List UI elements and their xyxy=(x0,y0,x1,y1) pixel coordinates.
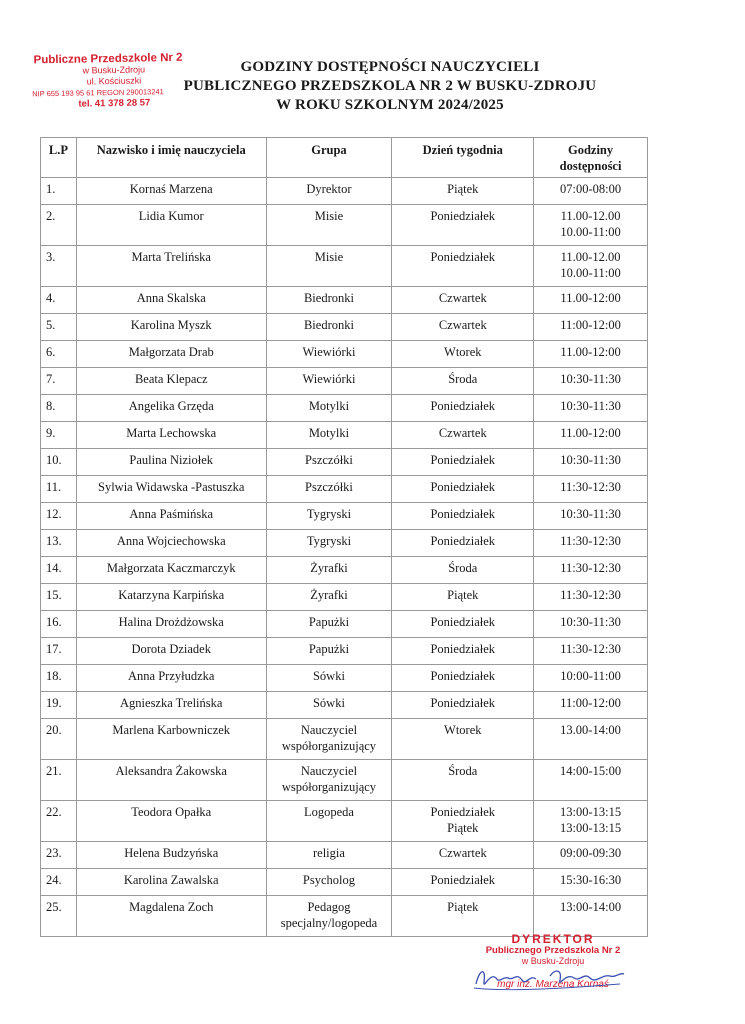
cell-group xyxy=(266,530,392,557)
cell-hours-line: 11.00-12.00 xyxy=(560,209,621,223)
cell-lp: 17. xyxy=(41,638,77,665)
stamp-line: w Busku-Zdroju xyxy=(82,64,146,76)
cell-hours xyxy=(534,178,648,205)
cell-day-line: Środa xyxy=(448,372,478,386)
cell-day-line: Środa xyxy=(448,764,478,778)
cell-name: Sylwia Widawska -Pastuszka xyxy=(76,476,266,503)
cell-day xyxy=(392,530,534,557)
cell-day-line: Czwartek xyxy=(438,846,487,860)
table-row xyxy=(41,395,648,422)
cell-lp: 19. xyxy=(41,692,77,719)
cell-day xyxy=(392,692,534,719)
table-row xyxy=(41,896,648,937)
cell-group xyxy=(266,719,392,760)
table-row xyxy=(41,178,648,205)
cell-group xyxy=(266,205,392,246)
cell-lp: 1. xyxy=(41,178,77,205)
cell-name: Teodora Opałka xyxy=(76,801,266,842)
cell-name: Beata Klepacz xyxy=(76,368,266,395)
cell-day xyxy=(392,584,534,611)
table-row xyxy=(41,869,648,896)
document-title xyxy=(130,58,650,115)
cell-group xyxy=(266,287,392,314)
cell-group-line: Papużki xyxy=(308,615,350,629)
cell-name: Anna Paśmińska xyxy=(76,503,266,530)
cell-group xyxy=(266,368,392,395)
cell-group xyxy=(266,801,392,842)
cell-lp: 4. xyxy=(41,287,77,314)
cell-group-line: Nauczyciel xyxy=(300,764,358,778)
header-hours: Godziny dostępności xyxy=(534,138,648,178)
cell-hours-line: 10:30-11:30 xyxy=(560,372,621,386)
cell-day-line: Poniedziałek xyxy=(430,534,496,548)
availability-table xyxy=(40,137,648,937)
cell-name: Paulina Niziołek xyxy=(76,449,266,476)
cell-lp: 23. xyxy=(41,842,77,869)
table-row xyxy=(41,842,648,869)
cell-day-line: Poniedziałek xyxy=(430,209,496,223)
stamp-line: Publiczne Przedszkole Nr 2 xyxy=(33,51,183,67)
cell-hours-line: 10:30-11:30 xyxy=(560,453,621,467)
cell-lp: 20. xyxy=(41,719,77,760)
cell-group-line: religia xyxy=(313,846,345,860)
cell-day-line: Poniedziałek xyxy=(430,250,496,264)
cell-group-line: Tygryski xyxy=(306,507,352,521)
cell-day-line: Czwartek xyxy=(438,291,487,305)
cell-group xyxy=(266,178,392,205)
cell-day xyxy=(392,719,534,760)
cell-lp: 9. xyxy=(41,422,77,449)
cell-hours-line: 11:30-12:30 xyxy=(560,561,621,575)
cell-day xyxy=(392,801,534,842)
cell-group xyxy=(266,246,392,287)
table-row xyxy=(41,760,648,801)
cell-day-line: Poniedziałek xyxy=(430,696,496,710)
cell-name: Magdalena Zoch xyxy=(76,896,266,937)
cell-day-line: Poniedziałek xyxy=(430,480,496,494)
cell-group xyxy=(266,449,392,476)
cell-lp: 13. xyxy=(41,530,77,557)
cell-lp: 8. xyxy=(41,395,77,422)
cell-day xyxy=(392,760,534,801)
table-row xyxy=(41,611,648,638)
cell-hours xyxy=(534,530,648,557)
cell-name: Halina Drożdżowska xyxy=(76,611,266,638)
cell-group-line: Wiewiórki xyxy=(302,345,356,359)
cell-hours xyxy=(534,449,648,476)
cell-lp: 15. xyxy=(41,584,77,611)
stamp-line: ul. Kościuszki xyxy=(86,75,142,87)
table-row xyxy=(41,692,648,719)
cell-lp: 25. xyxy=(41,896,77,937)
cell-hours xyxy=(534,801,648,842)
table-row xyxy=(41,314,648,341)
cell-lp: 10. xyxy=(41,449,77,476)
cell-group-line: Biedronki xyxy=(303,318,354,332)
cell-hours-line: 11.00-12.00 xyxy=(560,250,621,264)
cell-day xyxy=(392,449,534,476)
cell-day-line: Poniedziałek xyxy=(430,805,496,819)
stamp-line: mgr inż. Marzena Kornaś xyxy=(497,979,609,990)
cell-group xyxy=(266,760,392,801)
cell-name: Małgorzata Kaczmarczyk xyxy=(76,557,266,584)
cell-name: Marta Lechowska xyxy=(76,422,266,449)
table-row xyxy=(41,368,648,395)
cell-group xyxy=(266,842,392,869)
table-row xyxy=(41,246,648,287)
cell-hours-line: 14:00-15:00 xyxy=(560,764,622,778)
cell-group-line: współorganizujący xyxy=(281,780,377,794)
cell-hours xyxy=(534,476,648,503)
cell-group-line: specjalny/logopeda xyxy=(280,916,378,930)
cell-hours-line: 09:00-09:30 xyxy=(560,846,622,860)
cell-name: Aleksandra Żakowska xyxy=(76,760,266,801)
cell-hours-line: 10:30-11:30 xyxy=(560,507,621,521)
cell-group-line: Misie xyxy=(314,250,344,264)
cell-lp: 21. xyxy=(41,760,77,801)
cell-group-line: Pszczółki xyxy=(305,453,353,467)
cell-name: Anna Skalska xyxy=(76,287,266,314)
cell-day xyxy=(392,246,534,287)
cell-group-line: Żyrafki xyxy=(310,561,348,575)
cell-group-line: Pedagog xyxy=(307,900,351,914)
cell-day xyxy=(392,476,534,503)
cell-day-line: Wtorek xyxy=(444,345,482,359)
cell-hours-line: 11.00-12:00 xyxy=(560,291,621,305)
cell-hours-line: 10:30-11:30 xyxy=(560,615,621,629)
cell-day-line: Wtorek xyxy=(444,723,482,737)
cell-hours-line: 11:30-12:30 xyxy=(560,588,621,602)
stamp-line: w Busku-Zdroju xyxy=(521,956,585,966)
cell-group-line: Logopeda xyxy=(303,805,354,819)
cell-lp: 6. xyxy=(41,341,77,368)
cell-hours-line: 07:00-08:00 xyxy=(560,182,622,196)
cell-lp: 18. xyxy=(41,665,77,692)
cell-group-line: Nauczyciel xyxy=(300,723,358,737)
table-row xyxy=(41,476,648,503)
cell-hours-line: 10.00-11:00 xyxy=(560,225,621,239)
cell-name: Angelika Grzęda xyxy=(76,395,266,422)
cell-day xyxy=(392,178,534,205)
cell-group-line: Żyrafki xyxy=(310,588,348,602)
table-header-row xyxy=(41,138,648,178)
cell-day xyxy=(392,503,534,530)
cell-day xyxy=(392,869,534,896)
cell-hours-line: 10:00-11:00 xyxy=(560,669,621,683)
cell-day xyxy=(392,422,534,449)
stamp-line: DYREKTOR xyxy=(511,932,595,946)
cell-name: Małgorzata Drab xyxy=(76,341,266,368)
title-line: GODZINY DOSTĘPNOŚCI NAUCZYCIELI xyxy=(240,59,540,75)
cell-day xyxy=(392,896,534,937)
cell-lp: 14. xyxy=(41,557,77,584)
cell-hours-line: 11.00-12:00 xyxy=(560,426,621,440)
header-name: Nazwisko i imię nauczyciela xyxy=(76,138,266,178)
cell-lp: 22. xyxy=(41,801,77,842)
cell-hours xyxy=(534,287,648,314)
table-row xyxy=(41,530,648,557)
cell-hours xyxy=(534,638,648,665)
cell-day xyxy=(392,368,534,395)
cell-group-line: współorganizujący xyxy=(281,739,377,753)
cell-day-line: Poniedziałek xyxy=(430,615,496,629)
cell-hours xyxy=(534,205,648,246)
cell-lp: 5. xyxy=(41,314,77,341)
cell-day-line: Poniedziałek xyxy=(430,453,496,467)
cell-name: Anna Wojciechowska xyxy=(76,530,266,557)
cell-group xyxy=(266,395,392,422)
cell-name: Karolina Myszk xyxy=(76,314,266,341)
cell-name: Lidia Kumor xyxy=(76,205,266,246)
cell-day xyxy=(392,287,534,314)
cell-group xyxy=(266,692,392,719)
cell-group xyxy=(266,611,392,638)
cell-group-line: Psycholog xyxy=(302,873,356,887)
cell-day-line: Piątek xyxy=(447,900,479,914)
cell-name: Karolina Zawalska xyxy=(76,869,266,896)
cell-name: Dorota Dziadek xyxy=(76,638,266,665)
cell-day-line: Poniedziałek xyxy=(430,669,496,683)
table-row xyxy=(41,719,648,760)
table-row xyxy=(41,205,648,246)
cell-group xyxy=(266,869,392,896)
cell-group-line: Biedronki xyxy=(303,291,354,305)
cell-hours xyxy=(534,341,648,368)
stamp-line: tel. 41 378 28 57 xyxy=(78,97,151,110)
cell-day-line: Środa xyxy=(448,561,478,575)
cell-lp: 7. xyxy=(41,368,77,395)
cell-group xyxy=(266,584,392,611)
cell-hours-line: 11.00-12:00 xyxy=(560,345,621,359)
cell-group-line: Sówki xyxy=(312,696,345,710)
cell-hours xyxy=(534,842,648,869)
cell-hours-line: 11:30-12:30 xyxy=(560,642,621,656)
table-row xyxy=(41,557,648,584)
table-row xyxy=(41,638,648,665)
table-row xyxy=(41,341,648,368)
cell-day-line: Piątek xyxy=(447,821,479,835)
cell-group xyxy=(266,314,392,341)
cell-group xyxy=(266,896,392,937)
cell-group-line: Motylki xyxy=(308,426,350,440)
cell-hours xyxy=(534,503,648,530)
cell-lp: 24. xyxy=(41,869,77,896)
cell-name: Marlena Karbowniczek xyxy=(76,719,266,760)
cell-day xyxy=(392,665,534,692)
table-row xyxy=(41,665,648,692)
cell-hours xyxy=(534,422,648,449)
cell-day-line: Czwartek xyxy=(438,318,487,332)
header-day: Dzień tygodnia xyxy=(392,138,534,178)
cell-hours xyxy=(534,395,648,422)
cell-day xyxy=(392,557,534,584)
cell-lp: 3. xyxy=(41,246,77,287)
cell-hours xyxy=(534,692,648,719)
cell-lp: 11. xyxy=(41,476,77,503)
cell-day-line: Poniedziałek xyxy=(430,873,496,887)
cell-hours xyxy=(534,246,648,287)
cell-hours-line: 13.00-14:00 xyxy=(560,723,621,737)
cell-day-line: Piątek xyxy=(447,182,479,196)
cell-group xyxy=(266,638,392,665)
cell-lp: 12. xyxy=(41,503,77,530)
director-signature xyxy=(470,958,630,998)
cell-hours xyxy=(534,584,648,611)
cell-day xyxy=(392,314,534,341)
cell-day xyxy=(392,205,534,246)
header-group: Grupa xyxy=(266,138,392,178)
cell-hours-line: 15:30-16:30 xyxy=(560,873,622,887)
cell-hours-line: 13:00-13:15 xyxy=(560,821,622,835)
table-row xyxy=(41,801,648,842)
cell-name: Katarzyna Karpińska xyxy=(76,584,266,611)
cell-name: Kornaś Marzena xyxy=(76,178,266,205)
stamp-line: NIP 655 193 95 61 REGON 290013241 xyxy=(32,87,164,99)
cell-group xyxy=(266,476,392,503)
header-lp: L.P xyxy=(41,138,77,178)
cell-lp: 2. xyxy=(41,205,77,246)
cell-day xyxy=(392,395,534,422)
cell-hours xyxy=(534,314,648,341)
cell-day xyxy=(392,341,534,368)
cell-group-line: Pszczółki xyxy=(305,480,353,494)
cell-hours-line: 11:00-12:00 xyxy=(560,318,621,332)
cell-hours-line: 10.00-11:00 xyxy=(560,266,621,280)
cell-hours xyxy=(534,557,648,584)
title-line: W ROKU SZKOLNYM 2024/2025 xyxy=(276,97,504,113)
cell-group xyxy=(266,341,392,368)
table-row xyxy=(41,584,648,611)
cell-day-line: Poniedziałek xyxy=(430,642,496,656)
cell-hours-line: 11:00-12:00 xyxy=(560,696,621,710)
cell-day xyxy=(392,638,534,665)
cell-group xyxy=(266,503,392,530)
cell-name: Helena Budzyńska xyxy=(76,842,266,869)
cell-group-line: Sówki xyxy=(312,669,345,683)
title-line: PUBLICZNEGO PRZEDSZKOLA NR 2 W BUSKU-ZDROJU xyxy=(183,78,597,94)
table-row xyxy=(41,422,648,449)
cell-name: Agnieszka Trelińska xyxy=(76,692,266,719)
cell-day-line: Poniedziałek xyxy=(430,507,496,521)
cell-group-line: Misie xyxy=(314,209,344,223)
cell-day-line: Piątek xyxy=(447,588,479,602)
cell-group-line: Papużki xyxy=(308,642,350,656)
cell-name: Marta Trelińska xyxy=(76,246,266,287)
cell-lp: 16. xyxy=(41,611,77,638)
stamp-line: Publicznego Przedszkola Nr 2 xyxy=(485,945,621,956)
cell-group-line: Dyrektor xyxy=(306,182,352,196)
cell-hours-line: 11:30-12:30 xyxy=(560,480,621,494)
cell-group-line: Motylki xyxy=(308,399,350,413)
cell-group xyxy=(266,665,392,692)
cell-group-line: Tygryski xyxy=(306,534,352,548)
cell-day-line: Czwartek xyxy=(438,426,487,440)
cell-hours-line: 10:30-11:30 xyxy=(560,399,621,413)
cell-hours xyxy=(534,869,648,896)
table-row xyxy=(41,503,648,530)
cell-hours xyxy=(534,760,648,801)
cell-group xyxy=(266,422,392,449)
cell-hours xyxy=(534,719,648,760)
cell-hours xyxy=(534,368,648,395)
cell-hours xyxy=(534,611,648,638)
cell-hours xyxy=(534,896,648,937)
table-row xyxy=(41,287,648,314)
cell-day-line: Poniedziałek xyxy=(430,399,496,413)
cell-group-line: Wiewiórki xyxy=(302,372,356,386)
cell-group xyxy=(266,557,392,584)
cell-day xyxy=(392,611,534,638)
cell-hours-line: 13:00-14:00 xyxy=(560,900,622,914)
cell-name: Anna Przyłudzka xyxy=(76,665,266,692)
cell-hours-line: 13:00-13:15 xyxy=(560,805,622,819)
cell-day xyxy=(392,842,534,869)
table-row xyxy=(41,449,648,476)
cell-hours xyxy=(534,665,648,692)
cell-hours-line: 11:30-12:30 xyxy=(560,534,621,548)
